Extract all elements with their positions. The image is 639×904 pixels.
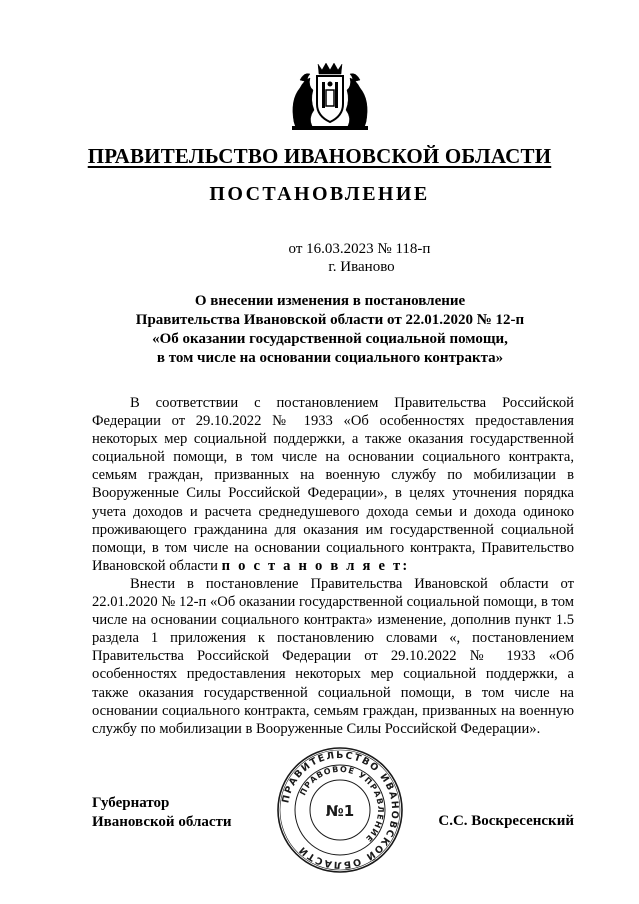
document-subject [100,292,560,368]
position-title: Губернатор [92,795,170,811]
stamp-outer-text: ПРАВИТЕЛЬСТВО ИВАНОВСКОЙ ОБЛАСТИ [280,749,401,871]
document-type: ПОСТАНОВЛЕНИЕ [209,183,430,205]
stamp-inner-text: ПРАВОВОЕ УПРАВЛЕНИЕ [298,764,386,845]
date-and-number: от 16.03.2023 № 118-п [288,241,431,257]
position-region: Ивановской области [92,814,232,830]
signatory-position [92,794,232,832]
amendment-paragraph: Внести в постановление Правительства Ивановской области от 22.01.2020 № 12-п «Об оказании государственной социальной помощи, в том числе на основании социального контракта» изменение, дополнив пункт 1.5 раздела 1 приложения к постановлению словами «, постановлением Правительства Российской Федерации от 29.10.2022 № 1933 «Об особенностях предоставления некоторых мер социальной поддержки, а также оказания государственной социальной помощи, в том числе на основании социального контракта, семьям граждан, призванных на военную службу по мобилизации в Вооруженные Силы Российской Федерации». [92,575,574,737]
city: г. Иваново [328,259,395,275]
stamp-number: №1 [325,802,355,820]
decree-word: п о с т а н о в л я е т: [221,557,410,574]
government-title: ПРАВИТЕЛЬСТВО ИВАНОВСКОЙ ОБЛАСТИ [87,144,552,168]
signatory-name: С.С. Воскресенский [438,813,574,829]
document-body [92,394,574,738]
subject-line: О внесении изменения в постановление [194,293,466,309]
subject-line: в том числе на основании социального контракта» [156,350,504,366]
preamble-paragraph [92,394,574,575]
subject-line: «Об оказании государственной социальной помощи, [152,331,508,347]
official-stamp-icon [276,746,404,874]
preamble-text: В соответствии с постановлением Правительства Российской Федерации от 29.10.2022 № 1933 «Об особенностях предоставления некоторых мер социальной поддержки, а также оказания государственной социальной помощи, в том числе на основании социального контракта, семьям граждан, призванных на военную службу по мобилизации в Вооруженные Силы Российской Федерации», в целях уточнения порядка учета доходов и расчета среднедушевого дохода семьи и дохода одиноко проживающего гражданина для оказания им государственной социальной помощи, в том числе на основании социального контракта, Правительство Ивановской области [92,395,574,574]
coat-of-arms-icon [286,60,374,132]
subject-line: Правительства Ивановской области от 22.01.2020 № 12-п [135,312,525,328]
